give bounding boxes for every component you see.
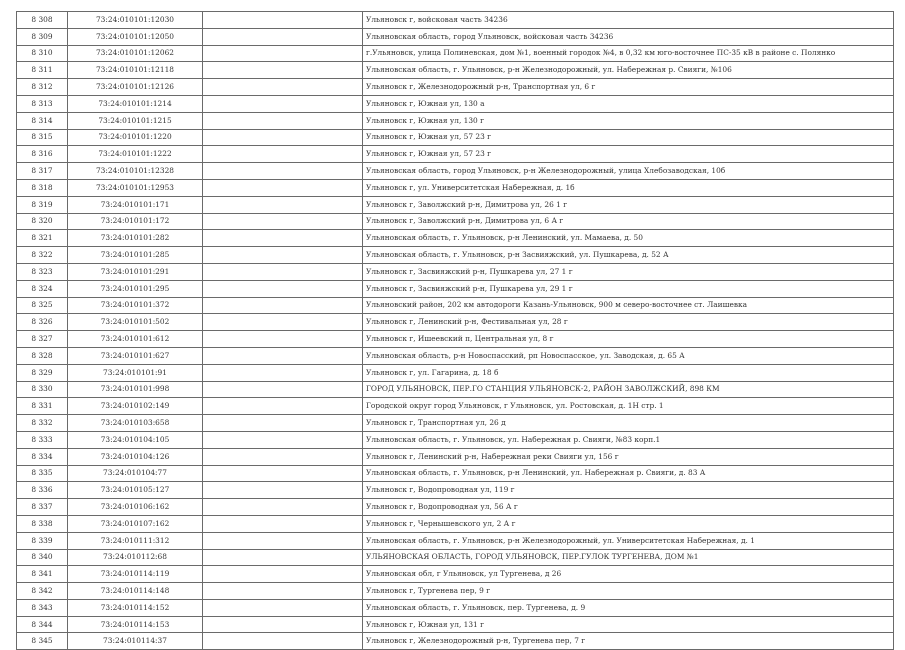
cadastral-number-cell: 73:24:010114:119 [68,566,203,583]
table-row [17,79,894,96]
cadastral-number-cell: 73:24:010101:372 [68,297,203,314]
table-row [17,179,894,196]
address-cell: Ульяновск г, Южная ул, 131 г [363,616,894,633]
row-number-cell: 8 345 [17,633,68,650]
row-number-cell: 8 311 [17,62,68,79]
address-cell: Ульяновская область, город Ульяновск, войсковая часть 34236 [363,28,894,45]
address-cell: Ульяновск г, Ленинский р-н, Фестивальная ул, 28 г [363,314,894,331]
empty-cell [203,381,363,398]
address-cell: Ульяновск г, Ленинский р-н, Набережная реки Свияги ул, 156 г [363,448,894,465]
address-cell: Ульяновская область, город Ульяновск, р-н Железнодорожный, улица Хлебозаводская, 10б [363,163,894,180]
address-cell: УЛЬЯНОВСКАЯ ОБЛАСТЬ, ГОРОД УЛЬЯНОВСК, ПЕР.ГУЛОК ТУРГЕНЕВА, ДОМ №1 [363,549,894,566]
address-cell: Ульяновская область, г. Ульяновск, пер. Тургенева, д. 9 [363,599,894,616]
row-number-cell: 8 337 [17,499,68,516]
address-cell: ГОРОД УЛЬЯНОВСК, ПЕР.ГО СТАНЦИЯ УЛЬЯНОВСК-2, РАЙОН ЗАВОЛЖСКИЙ, 898 КМ [363,381,894,398]
empty-cell [203,79,363,96]
address-cell: Ульяновск г, Железнодорожный р-н, Транспортная ул, 6 г [363,79,894,96]
address-cell: Ульяновская область, г. Ульяновск, р-н Ленинский, ул. Набережная р. Свияги, д. 83 А [363,465,894,482]
empty-cell [203,297,363,314]
cadastral-number-cell: 73:24:010112:68 [68,549,203,566]
address-cell: Ульяновская обл, г Ульяновск, ул Тургенева, д 26 [363,566,894,583]
row-number-cell: 8 339 [17,532,68,549]
table-row [17,95,894,112]
empty-cell [203,112,363,129]
cadastral-number-cell: 73:24:010101:12328 [68,163,203,180]
empty-cell [203,45,363,62]
cadastral-number-cell: 73:24:010106:162 [68,499,203,516]
table-row [17,599,894,616]
address-cell: Ульяновский район, 202 км автодороги Казань-Ульяновск, 900 м северо-восточнее ст. Лаишевка [363,297,894,314]
cadastral-number-cell: 73:24:010101:627 [68,347,203,364]
row-number-cell: 8 330 [17,381,68,398]
row-number-cell: 8 335 [17,465,68,482]
address-cell: Ульяновск г, Тургенева пер, 9 г [363,583,894,600]
empty-cell [203,12,363,29]
empty-cell [203,230,363,247]
table-row [17,331,894,348]
empty-cell [203,549,363,566]
cadastral-number-cell: 73:24:010104:105 [68,431,203,448]
row-number-cell: 8 329 [17,364,68,381]
row-number-cell: 8 320 [17,213,68,230]
table-row [17,431,894,448]
address-cell: Ульяновская область, г. Ульяновск, р-н Железнодорожный, ул. Университетская Набережная, д. 1 [363,532,894,549]
table-row [17,297,894,314]
table-row [17,616,894,633]
table-row [17,196,894,213]
row-number-cell: 8 340 [17,549,68,566]
address-cell: Ульяновск г, Заволжский р-н, Димитрова ул, 26 1 г [363,196,894,213]
empty-cell [203,616,363,633]
address-cell: Ульяновск г, Чернышевского ул, 2 А г [363,515,894,532]
row-number-cell: 8 316 [17,146,68,163]
row-number-cell: 8 336 [17,482,68,499]
address-cell: Ульяновская область, г. Ульяновск, р-н Железнодорожный, ул. Набережная р. Свияги, №106 [363,62,894,79]
table-row [17,112,894,129]
row-number-cell: 8 309 [17,28,68,45]
cadastral-number-cell: 73:24:010101:12062 [68,45,203,62]
empty-cell [203,280,363,297]
empty-cell [203,398,363,415]
table-row [17,12,894,29]
table-row [17,45,894,62]
address-cell: Ульяновск г, Водопроводная ул, 119 г [363,482,894,499]
empty-cell [203,347,363,364]
address-cell: Городской округ город Ульяновск, г Ульяновск, ул. Ростовская, д. 1Н стр. 1 [363,398,894,415]
table-row [17,415,894,432]
row-number-cell: 8 308 [17,12,68,29]
table-row [17,398,894,415]
row-number-cell: 8 332 [17,415,68,432]
table-row [17,566,894,583]
cadastral-number-cell: 73:24:010114:148 [68,583,203,600]
table-row [17,28,894,45]
cadastral-number-cell: 73:24:010101:291 [68,263,203,280]
cadastral-number-cell: 73:24:010101:998 [68,381,203,398]
empty-cell [203,62,363,79]
cadastral-number-cell: 73:24:010101:295 [68,280,203,297]
address-cell: Ульяновск г, ул. Университетская Набережная, д. 1б [363,179,894,196]
empty-cell [203,263,363,280]
table-row [17,448,894,465]
cadastral-number-cell: 73:24:010101:91 [68,364,203,381]
address-cell: Ульяновск г, Южная ул, 57 23 г [363,129,894,146]
cadastral-number-cell: 73:24:010103:658 [68,415,203,432]
registry-table [16,11,894,650]
empty-cell [203,431,363,448]
address-cell: Ульяновск г, Заволжский р-н, Димитрова ул, 6 А г [363,213,894,230]
row-number-cell: 8 326 [17,314,68,331]
table-row [17,163,894,180]
empty-cell [203,532,363,549]
address-cell: Ульяновск г, Ишеевский п, Центральная ул, 8 г [363,331,894,348]
empty-cell [203,633,363,650]
address-cell: Ульяновск г, Железнодорожный р-н, Тургенева пер, 7 г [363,633,894,650]
row-number-cell: 8 338 [17,515,68,532]
cadastral-number-cell: 73:24:010101:1214 [68,95,203,112]
cadastral-number-cell: 73:24:010101:1220 [68,129,203,146]
cadastral-number-cell: 73:24:010101:282 [68,230,203,247]
cadastral-number-cell: 73:24:010101:285 [68,247,203,264]
cadastral-number-cell: 73:24:010101:612 [68,331,203,348]
address-cell: г.Ульяновск, улица Полиневская, дом №1, военный городок №4, в 0,32 км юго-восточнее ПС-35 кВ в районе с. Полянко [363,45,894,62]
empty-cell [203,583,363,600]
row-number-cell: 8 322 [17,247,68,264]
table-row [17,280,894,297]
table-row [17,465,894,482]
address-cell: Ульяновск г, Южная ул, 130 а [363,95,894,112]
row-number-cell: 8 344 [17,616,68,633]
row-number-cell: 8 331 [17,398,68,415]
empty-cell [203,213,363,230]
empty-cell [203,196,363,213]
registry-table-body [17,12,894,650]
row-number-cell: 8 325 [17,297,68,314]
address-cell: Ульяновск г, Засвияжский р-н, Пушкарева ул, 27 1 г [363,263,894,280]
row-number-cell: 8 341 [17,566,68,583]
address-cell: Ульяновская область, г. Ульяновск, р-н Ленинский, ул. Мамаева, д. 50 [363,230,894,247]
cadastral-number-cell: 73:24:010114:153 [68,616,203,633]
table-row [17,263,894,280]
cadastral-number-cell: 73:24:010101:12030 [68,12,203,29]
address-cell: Ульяновская область, р-н Новоспасский, рп Новоспасское, ул. Заводская, д. 65 А [363,347,894,364]
row-number-cell: 8 313 [17,95,68,112]
empty-cell [203,415,363,432]
row-number-cell: 8 318 [17,179,68,196]
row-number-cell: 8 333 [17,431,68,448]
empty-cell [203,247,363,264]
table-row [17,314,894,331]
cadastral-number-cell: 73:24:010105:127 [68,482,203,499]
cadastral-number-cell: 73:24:010101:12126 [68,79,203,96]
table-row [17,213,894,230]
table-row [17,633,894,650]
empty-cell [203,314,363,331]
address-cell: Ульяновская область, г. Ульяновск, ул. Набережная р. Свияги, №83 корп.1 [363,431,894,448]
empty-cell [203,448,363,465]
row-number-cell: 8 315 [17,129,68,146]
table-row [17,347,894,364]
row-number-cell: 8 327 [17,331,68,348]
table-row [17,62,894,79]
empty-cell [203,163,363,180]
table-row [17,247,894,264]
row-number-cell: 8 310 [17,45,68,62]
cadastral-number-cell: 73:24:010101:502 [68,314,203,331]
cadastral-number-cell: 73:24:010101:1222 [68,146,203,163]
empty-cell [203,331,363,348]
empty-cell [203,146,363,163]
table-row [17,129,894,146]
table-row [17,532,894,549]
address-cell: Ульяновск г, Водопроводная ул, 56 А г [363,499,894,516]
empty-cell [203,499,363,516]
row-number-cell: 8 343 [17,599,68,616]
cadastral-number-cell: 73:24:010101:171 [68,196,203,213]
cadastral-number-cell: 73:24:010114:152 [68,599,203,616]
cadastral-number-cell: 73:24:010114:37 [68,633,203,650]
table-row [17,146,894,163]
address-cell: Ульяновск г, Южная ул, 130 г [363,112,894,129]
row-number-cell: 8 312 [17,79,68,96]
row-number-cell: 8 334 [17,448,68,465]
empty-cell [203,599,363,616]
address-cell: Ульяновск г, Южная ул, 57 23 г [363,146,894,163]
empty-cell [203,129,363,146]
empty-cell [203,515,363,532]
cadastral-number-cell: 73:24:010102:149 [68,398,203,415]
table-row [17,230,894,247]
table-row [17,499,894,516]
cadastral-number-cell: 73:24:010104:126 [68,448,203,465]
empty-cell [203,364,363,381]
cadastral-number-cell: 73:24:010101:1215 [68,112,203,129]
cadastral-number-cell: 73:24:010104:77 [68,465,203,482]
address-cell: Ульяновск г, войсковая часть 34236 [363,12,894,29]
empty-cell [203,465,363,482]
empty-cell [203,566,363,583]
empty-cell [203,179,363,196]
table-row [17,515,894,532]
address-cell: Ульяновск г, Засвияжский р-н, Пушкарева ул, 29 1 г [363,280,894,297]
row-number-cell: 8 342 [17,583,68,600]
cadastral-number-cell: 73:24:010111:312 [68,532,203,549]
address-cell: Ульяновск г, ул. Гагарина, д. 18 б [363,364,894,381]
cadastral-number-cell: 73:24:010101:12118 [68,62,203,79]
table-row [17,364,894,381]
table-row [17,549,894,566]
cadastral-number-cell: 73:24:010101:12953 [68,179,203,196]
row-number-cell: 8 323 [17,263,68,280]
cadastral-number-cell: 73:24:010101:12050 [68,28,203,45]
table-row [17,583,894,600]
table-row [17,381,894,398]
row-number-cell: 8 328 [17,347,68,364]
table-row [17,482,894,499]
empty-cell [203,28,363,45]
row-number-cell: 8 317 [17,163,68,180]
empty-cell [203,482,363,499]
address-cell: Ульяновск г, Транспортная ул, 26 д [363,415,894,432]
row-number-cell: 8 319 [17,196,68,213]
cadastral-number-cell: 73:24:010101:172 [68,213,203,230]
row-number-cell: 8 324 [17,280,68,297]
row-number-cell: 8 321 [17,230,68,247]
cadastral-number-cell: 73:24:010107:162 [68,515,203,532]
empty-cell [203,95,363,112]
row-number-cell: 8 314 [17,112,68,129]
address-cell: Ульяновская область, г. Ульяновск, р-н Засвияжский, ул. Пушкарева, д. 52 А [363,247,894,264]
